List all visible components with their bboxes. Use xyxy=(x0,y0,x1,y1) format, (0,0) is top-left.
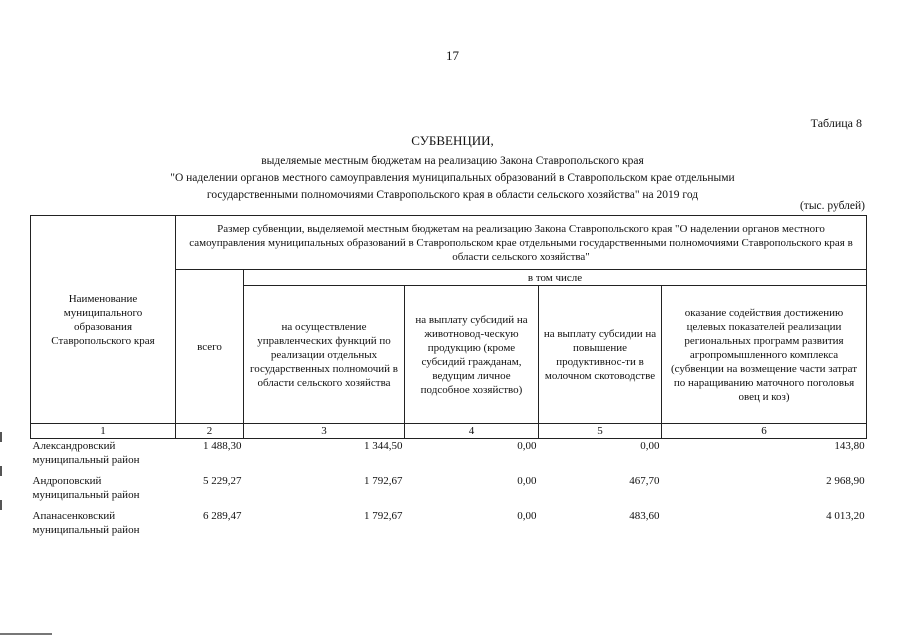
admin-functions-value: 1 792,67 xyxy=(364,509,403,522)
municipality-name: Андроповский муниципальный район xyxy=(32,474,140,501)
livestock-subsidy-value: 0,00 xyxy=(517,440,537,452)
municipality-name: Александровский муниципальный район xyxy=(32,440,140,466)
header-municipality: Наименование муниципального образования Ставропольского края xyxy=(31,216,176,424)
scan-edge-mark xyxy=(0,432,2,442)
header-livestock-subsidy: на выплату субсидий на животновод-ческую продукцию (кроме субсидий гражданам, ведущим личное подсобное хозяйство) xyxy=(405,286,539,424)
table-row xyxy=(31,509,867,544)
table-row xyxy=(31,474,867,509)
header-including: в том числе xyxy=(244,270,867,286)
total-value: 6 289,47 xyxy=(203,509,242,522)
livestock-subsidy-value: 0,00 xyxy=(517,509,537,522)
scan-edge-mark xyxy=(0,466,2,476)
header-agro-program: оказание содействия достижению целевых показателей реализации региональных программ развития агропромышленного комплекса (субвенции на возмещение части затрат по наращиванию маточного поголовья овец и коз) xyxy=(662,286,867,424)
table-label: Таблица 8 xyxy=(810,116,862,130)
admin-functions-value: 1 344,50 xyxy=(364,440,403,452)
agro-program-value: 2 968,90 xyxy=(826,474,865,487)
agro-program-value: 143,80 xyxy=(834,440,865,452)
header-admin-functions: на осуществление управленческих функций по реализации отдельных государственных полномочий в области сельского хозяйства xyxy=(244,286,405,424)
livestock-subsidy-value: 0,00 xyxy=(517,474,537,487)
unit-note: (тыс. рублей) xyxy=(799,200,865,212)
dairy-subsidy-value: 467,70 xyxy=(629,474,660,487)
page-number: 17 xyxy=(446,48,459,63)
column-number: 6 xyxy=(662,424,867,439)
dairy-subsidy-value: 483,60 xyxy=(629,509,660,522)
header-dairy-subsidy: на выплату субсидии на повышение продуктивнос-ти в молочном скотоводстве xyxy=(539,286,662,424)
column-number: 4 xyxy=(405,424,539,439)
agro-program-value: 4 013,20 xyxy=(826,509,865,522)
column-number: 3 xyxy=(244,424,405,439)
municipality-name: Апанасенковский муниципальный район xyxy=(32,509,140,536)
subtitle-line: государственными полномочиями Ставропольского края в области сельского хозяйства" на 2019 год xyxy=(206,189,699,201)
scan-edge-mark xyxy=(0,500,2,510)
total-value: 1 488,30 xyxy=(203,440,242,452)
header-subvention-size: Размер субвенции, выделяемой местным бюджетам на реализацию Закона Ставропольского края "О наделении органов местного самоуправления муниципальных образований в Ставропольском крае отдельными государственными полномочиями Ставропольского края в области сельского хозяйства" xyxy=(176,216,867,270)
scan-footer-mark xyxy=(0,633,52,635)
dairy-subsidy-value: 0,00 xyxy=(640,440,660,452)
column-number: 1 xyxy=(31,424,176,439)
document-subtitle xyxy=(0,153,905,204)
header-total: всего xyxy=(176,270,244,424)
table-row xyxy=(31,439,867,474)
column-number: 2 xyxy=(176,424,244,439)
subtitle-line: "О наделении органов местного самоуправления муниципальных образований в Ставропольском крае отдельными xyxy=(170,172,735,184)
total-value: 5 229,27 xyxy=(203,474,242,487)
admin-functions-value: 1 792,67 xyxy=(364,474,403,487)
subtitle-line: выделяемые местным бюджетам на реализацию Закона Ставропольского края xyxy=(261,155,644,167)
column-number: 5 xyxy=(539,424,662,439)
document-title: СУБВЕНЦИИ, xyxy=(411,133,494,148)
subventions-table xyxy=(30,215,867,544)
